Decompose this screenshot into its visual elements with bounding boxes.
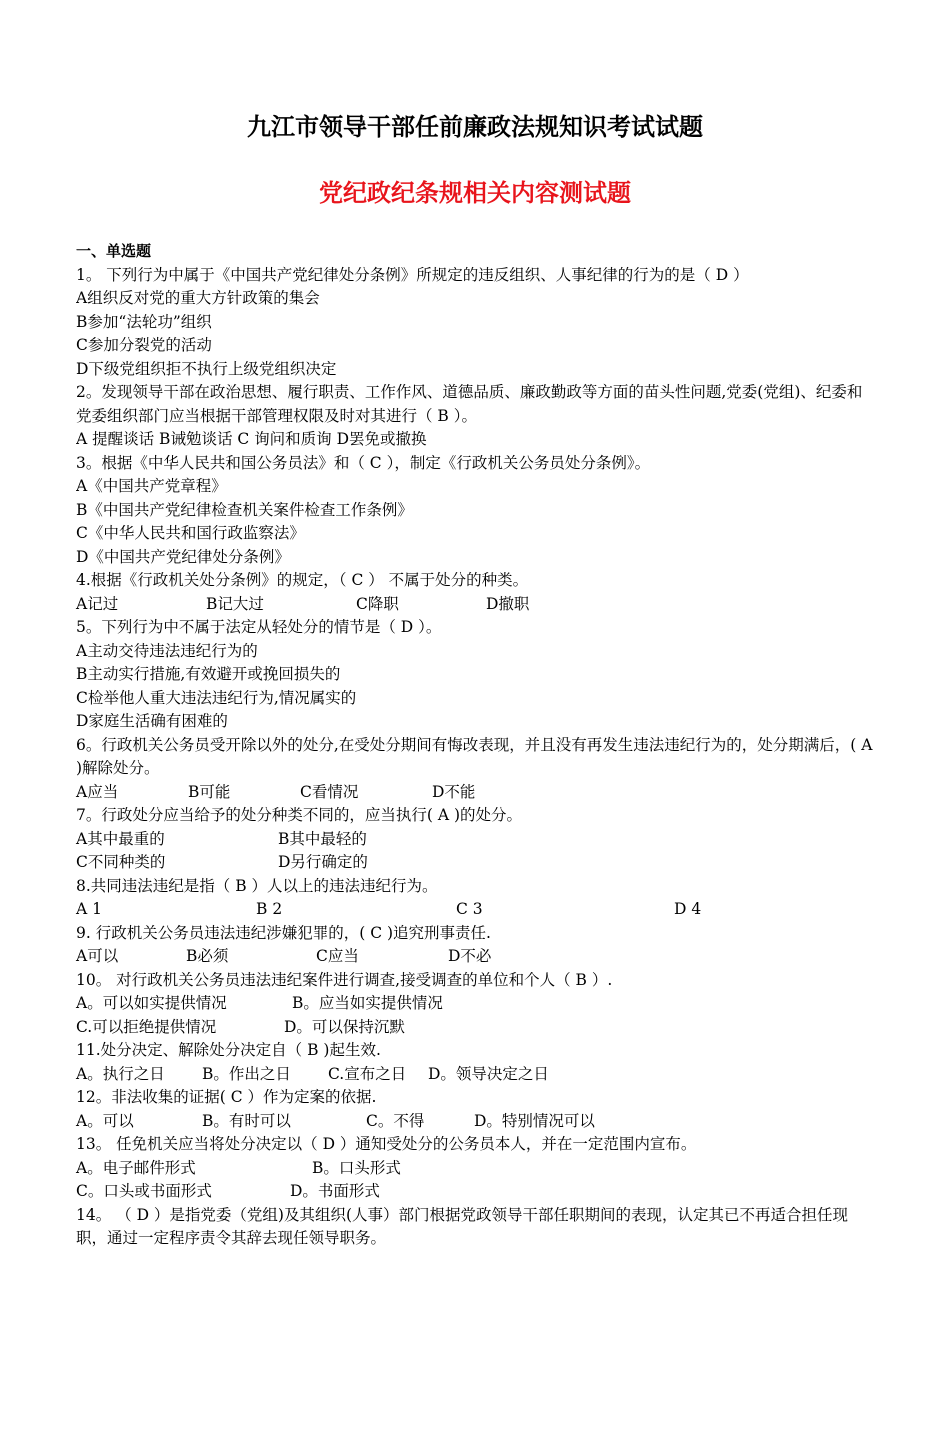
question-9-option-d: D不必 (448, 947, 492, 965)
question-12-option-c: C。不得 (366, 1111, 425, 1130)
question-12-stem: 12。非法收集的证据( C ）作为定案的依据. (76, 1088, 377, 1106)
question-13-stem: 13。 任免机关应当将处分决定以（ D ）通知受处分的公务员本人，并在一定范围内宣布。 (76, 1135, 697, 1153)
question-10-option-a: A。可以如实提供情况 (76, 994, 227, 1012)
question-7-option-b: B其中最轻的 (278, 829, 367, 848)
question-13-options-row2 (76, 1180, 876, 1204)
question-7-stem: 7。行政处分应当给予的处分种类不同的，应当执行( A )的处分。 (76, 806, 523, 824)
question-4-option-a: A记过 (76, 594, 119, 613)
question-5-option-d: D家庭生活确有困难的 (76, 712, 228, 730)
question-8-option-a: A 1 (76, 900, 102, 918)
question-8-option-c: C 3 (456, 900, 483, 918)
question-7-options-row1 (76, 828, 876, 852)
question-1-option-a: A组织反对党的重大方针政策的集会 (76, 289, 320, 307)
question-1-option-b: B参加“法轮功”组织 (76, 312, 212, 331)
question-2-stem: 2。发现领导干部在政治思想、履行职责、工作作风、道德品质、廉政勤政等方面的苗头性问题,党委(党组)、纪委和党委组织部门应当根据干部管理权限及时对其进行（ B ）。 (76, 383, 863, 425)
question-5-option-a: A主动交待违法违纪行为的 (76, 641, 258, 660)
question-7-option-d: D另行确定的 (278, 853, 368, 871)
question-5-option-c: C检举他人重大违法违纪行为,情况属实的 (76, 688, 357, 707)
question-5-stem: 5。下列行为中不属于法定从轻处分的情节是（ D ）。 (76, 618, 442, 636)
question-6-options (76, 781, 876, 805)
question-13-option-b: B。口头形式 (312, 1158, 401, 1177)
question-13-option-d: D。书面形式 (290, 1182, 380, 1200)
question-9-option-a: A可以 (76, 947, 119, 965)
exam-content (76, 240, 876, 1251)
question-8-stem: 8.共同违法违纪是指（ B ）人以上的违法违纪行为。 (76, 876, 438, 895)
question-11-option-b: B。作出之日 (202, 1064, 291, 1083)
question-3-option-a: A《中国共产党章程》 (76, 477, 227, 495)
question-6-option-c: C看情况 (300, 782, 359, 801)
question-7-option-a: A其中最重的 (76, 829, 165, 848)
question-14-stem: 14。 （ D ）是指党委（党组)及其组织(人事）部门根据党政领导干部任职期间的表现，认定其已不再适合担任现职，通过一定程序责令其辞去现任领导职务。 (76, 1205, 849, 1247)
question-4-option-c: C降职 (356, 594, 399, 613)
question-8-option-d: D 4 (674, 900, 702, 918)
question-13-option-c: C。口头或书面形式 (76, 1182, 212, 1200)
question-9-option-b: B必须 (186, 947, 229, 965)
question-12-option-b: B。有时可以 (202, 1111, 291, 1130)
question-13-option-a: A。电子邮件形式 (76, 1158, 196, 1177)
document-subtitle: 党纪政纪条规相关内容测试题 (319, 179, 631, 207)
question-10-stem: 10。 对行政机关公务员违法违纪案件进行调查,接受调查的单位和个人（ B ）. (76, 970, 613, 989)
question-3-stem: 3。根据《中华人民共和国公务员法》和（ C ），制定《行政机关公务员处分条例》。 (76, 453, 651, 472)
question-6-option-a: A应当 (76, 782, 119, 801)
question-8-options (76, 898, 876, 922)
question-9-option-c: C应当 (316, 947, 359, 965)
question-12-option-a: A。可以 (76, 1111, 134, 1130)
question-7-option-c: C不同种类的 (76, 853, 166, 871)
question-11-option-c: C.宣布之日 (328, 1064, 407, 1083)
question-9-stem: 9. 行政机关公务员违法违纪涉嫌犯罪的，( C )追究刑事责任. (76, 923, 491, 942)
question-3-option-c: C《中华人民共和国行政监察法》 (76, 524, 305, 542)
section-heading: 一、单选题 (76, 242, 152, 260)
question-5-option-b: B主动实行措施,有效避开或挽回损失的 (76, 665, 341, 683)
question-11-option-d: D。领导决定之日 (428, 1064, 549, 1083)
question-7-options-row2 (76, 851, 876, 875)
question-11-stem: 11.处分决定、解除处分决定自（ B )起生效. (76, 1041, 381, 1059)
question-12-option-d: D。特别情况可以 (474, 1111, 595, 1130)
document-title: 九江市领导干部任前廉政法规知识考试试题 (247, 113, 703, 141)
question-6-option-d: D不能 (432, 782, 476, 801)
question-13-options-row1 (76, 1157, 876, 1181)
question-6-option-b: B可能 (188, 782, 231, 801)
question-10-options-row2 (76, 1016, 876, 1040)
question-1-stem: 1。 下列行为中属于《中国共产党纪律处分条例》所规定的违反组织、人事纪律的行为的是（ D ） (76, 265, 749, 284)
question-4-option-d: D撤职 (486, 594, 530, 613)
question-4-options (76, 593, 876, 617)
question-3-option-d: D《中国共产党纪律处分条例》 (76, 547, 290, 566)
question-1-option-c: C参加分裂党的活动 (76, 336, 212, 354)
question-11-options (76, 1063, 876, 1087)
question-2-options: A 提醒谈话 B诫勉谈话 C 询问和质询 D罢免或撤换 (76, 430, 427, 448)
question-4-option-b: B记大过 (206, 594, 264, 613)
question-10-options-row1 (76, 992, 876, 1016)
question-6-stem: 6。行政机关公务员受开除以外的处分,在受处分期间有悔改表现，并且没有再发生违法违纪行为的，处分期满后，( A )解除处分。 (76, 735, 873, 777)
question-10-option-d: D。可以保持沉默 (284, 1017, 405, 1036)
question-4-stem: 4.根据《行政机关处分条例》的规定，（ C ） 不属于处分的种类。 (76, 571, 529, 589)
question-9-options (76, 945, 876, 969)
question-8-option-b: B 2 (256, 900, 283, 918)
question-12-options (76, 1110, 876, 1134)
question-1-option-d: D下级党组织拒不执行上级党组织决定 (76, 359, 337, 378)
question-11-option-a: A。执行之日 (76, 1064, 165, 1083)
question-10-option-c: C.可以拒绝提供情况 (76, 1017, 217, 1036)
question-3-option-b: B《中国共产党纪律检查机关案件检查工作条例》 (76, 500, 413, 519)
question-10-option-b: B。应当如实提供情况 (292, 994, 443, 1012)
